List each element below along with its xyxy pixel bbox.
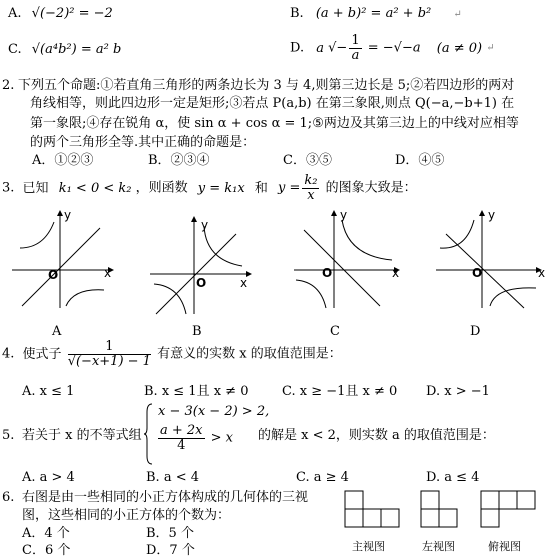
hyperbola-branch-lower-left (296, 280, 326, 308)
y-axis-arrow-icon (479, 210, 485, 216)
q2-option-b: B．②③④ (148, 153, 210, 168)
q4-option-c: C. x ≥ −1且 x ≠ 0 (282, 384, 398, 399)
return-mark: ↵ (486, 42, 495, 54)
q6-front-view (344, 490, 400, 530)
q4-fraction-num: 1 (68, 340, 151, 355)
q1-option-d: D. a √− $\frac{1}{a}$ = −√−a (a ≠ 0) ↵ (290, 33, 495, 63)
q3-graph-c-x-label: x (392, 266, 400, 280)
q3-stem-a: 已知 (22, 180, 49, 196)
q2-line-3: 第一象限;④存在锐角 α，使 sin α + cos α = 1;⑤两边及其第三边上的中线对应相等 (30, 116, 519, 131)
q2-option-a: A．①②③ (32, 153, 94, 168)
q1-option-b-label: B. (290, 6, 304, 21)
q5-stem-a: 若关于 x 的不等式组 (22, 428, 142, 443)
q6-left-view (420, 490, 460, 530)
line-curve (22, 228, 100, 306)
q6-option-c: C．6 个 (22, 543, 71, 558)
q3-graph-a-origin: O (48, 268, 59, 282)
q3-graph-d-y-label: y (488, 208, 496, 222)
y-axis-arrow-icon (191, 216, 197, 222)
q3-function-2-den: x (307, 188, 315, 203)
q3-stem-c: 的图象大致是： (325, 180, 417, 196)
q4-stem (2, 340, 342, 369)
q4-fraction-den: √(−x+1) − 1 (67, 354, 151, 369)
q3-graph-d-origin: O (472, 266, 483, 280)
hyperbola-branch-upper-left (20, 222, 54, 248)
q3-function-1: y = k₁x (197, 180, 245, 196)
q5-option-b: B. a < 4 (146, 470, 199, 485)
hyperbola-branch-lower-right (66, 290, 104, 306)
q5-inequality-2-frac (158, 424, 205, 453)
q5-option-c: C. a ≥ 4 (296, 470, 349, 485)
q5-inequality-2-den: 4 (177, 438, 186, 453)
q3-condition: k₁ < 0 < k₂ (58, 180, 132, 196)
q6-line-2: 图，这些相同的小正方体的个数为： (22, 508, 231, 523)
q3-graph-b-origin: O (196, 276, 207, 290)
q3-graph-c-y-label: y (340, 208, 348, 222)
q2-line-2: 角线相等，则此四边形一定是矩形;③若点 P(a,b) 在第三象限,则点 Q(−a,−b+1) 在 (30, 96, 515, 111)
q1-option-a (8, 6, 113, 22)
q1-option-d-rhs: = −√−a (367, 40, 421, 56)
q3-graph-c (290, 208, 402, 313)
q2-line-4: 的两个三角形全等.其中正确的命题是： (30, 135, 256, 150)
line-curve (304, 230, 380, 306)
q6-number: 6. (2, 490, 15, 505)
q3-graph-b-x-label: x (240, 276, 248, 290)
q5-inequality-2-rhs: > x (210, 430, 234, 446)
q1-option-d-lhs: a (316, 40, 324, 56)
q3-graph-d-x-label: x (538, 266, 546, 280)
q4-option-b: B. x ≤ 1且 x ≠ 0 (144, 384, 249, 399)
q3-function-2-num: k₂ (304, 173, 318, 188)
q1-option-c-expr: √(a⁴b²) = a² b (31, 42, 122, 57)
q3-graph-d-caption: D (470, 324, 481, 339)
q4-stem-b: 有意义的实数 x 的取值范围是： (157, 346, 342, 362)
q6-option-a: A．4 个 (22, 526, 70, 541)
q6-left-view-caption: 左视图 (422, 540, 455, 553)
q4-stem-a: 使式子 (22, 346, 62, 362)
q5-brace-icon (144, 402, 154, 466)
q3-graph-a-y-label: y (64, 208, 72, 222)
q3-graph-c-origin: O (322, 266, 333, 280)
q5-inequality-2 (156, 424, 233, 453)
q1-option-d-frac-num: 1 (351, 33, 360, 48)
q2-line-1: 下列五个命题:①若直角三角形的两条边长为 3 与 4,则第三边长是 5;②若四边形的两对 (18, 78, 515, 93)
q3-number: 3. (2, 180, 15, 196)
q6-option-b: B．5 个 (146, 526, 194, 541)
q1-option-d-label: D. (290, 40, 305, 56)
q5-stem-b: 的解是 x < 2，则实数 a 的取值范围是： (258, 428, 495, 443)
q6-option-d: D．7 个 (146, 543, 195, 558)
q1-option-d-frac-den: a (351, 48, 360, 63)
q2-option-d: D．④⑤ (395, 153, 445, 168)
y-axis-arrow-icon (57, 210, 63, 216)
q3-and: 和 (254, 180, 268, 196)
q5-inequality-2-num: a + 2x (160, 423, 203, 438)
q4-option-d: D. x > −1 (426, 384, 490, 399)
hyperbola-branch-upper-right (342, 220, 392, 260)
q4-fraction (68, 340, 151, 369)
q1-option-c (8, 42, 121, 58)
q2-option-c: C．③⑤ (283, 153, 332, 168)
q6-top-view-caption: 俯视图 (488, 540, 521, 553)
q2-number: 2. (2, 78, 15, 93)
q5-option-a: A. a > 4 (22, 470, 75, 485)
q5-option-d: D. a ≤ 4 (426, 470, 480, 485)
q3-function-2-lhs: y = (277, 180, 301, 196)
q3-stem (2, 174, 417, 203)
q3-graph-b-y-label: y (201, 218, 209, 232)
q3-stem-b: ，则函数 (135, 180, 188, 196)
q4-option-a: A. x ≤ 1 (22, 384, 75, 399)
q3-graph-a-caption: A (52, 324, 62, 339)
q3-function-2-frac (302, 174, 319, 203)
q5-number: 5. (2, 428, 15, 443)
q1-option-b (290, 6, 462, 23)
return-mark: ↵ (453, 9, 462, 20)
q1-option-d-cond: (a ≠ 0) (436, 40, 483, 56)
q1-option-c-label: C. (8, 42, 22, 57)
q3-graph-b-caption: B (192, 324, 202, 339)
q1-option-a-expr: √(−2)² = −2 (31, 6, 113, 21)
q6-front-view-caption: 主视图 (352, 540, 385, 553)
q3-graph-a (8, 208, 118, 313)
q6-line-1: 右图是由一些相同的小正方体构成的几何体的三视 (22, 490, 309, 505)
q6-top-view (480, 490, 538, 530)
q5-inequality-1: x − 3(x − 2) > 2, (158, 404, 270, 419)
q3-graph-c-caption: C (330, 324, 340, 339)
q4-number: 4. (2, 346, 15, 362)
q1-option-d-frac (349, 34, 361, 63)
q3-graph-d (432, 208, 546, 313)
q1-option-a-label: A. (8, 6, 22, 21)
q1-option-b-expr: (a + b)² = a² + b² (315, 6, 432, 21)
q3-graph-a-x-label: x (104, 266, 112, 280)
y-axis-arrow-icon (331, 210, 337, 216)
